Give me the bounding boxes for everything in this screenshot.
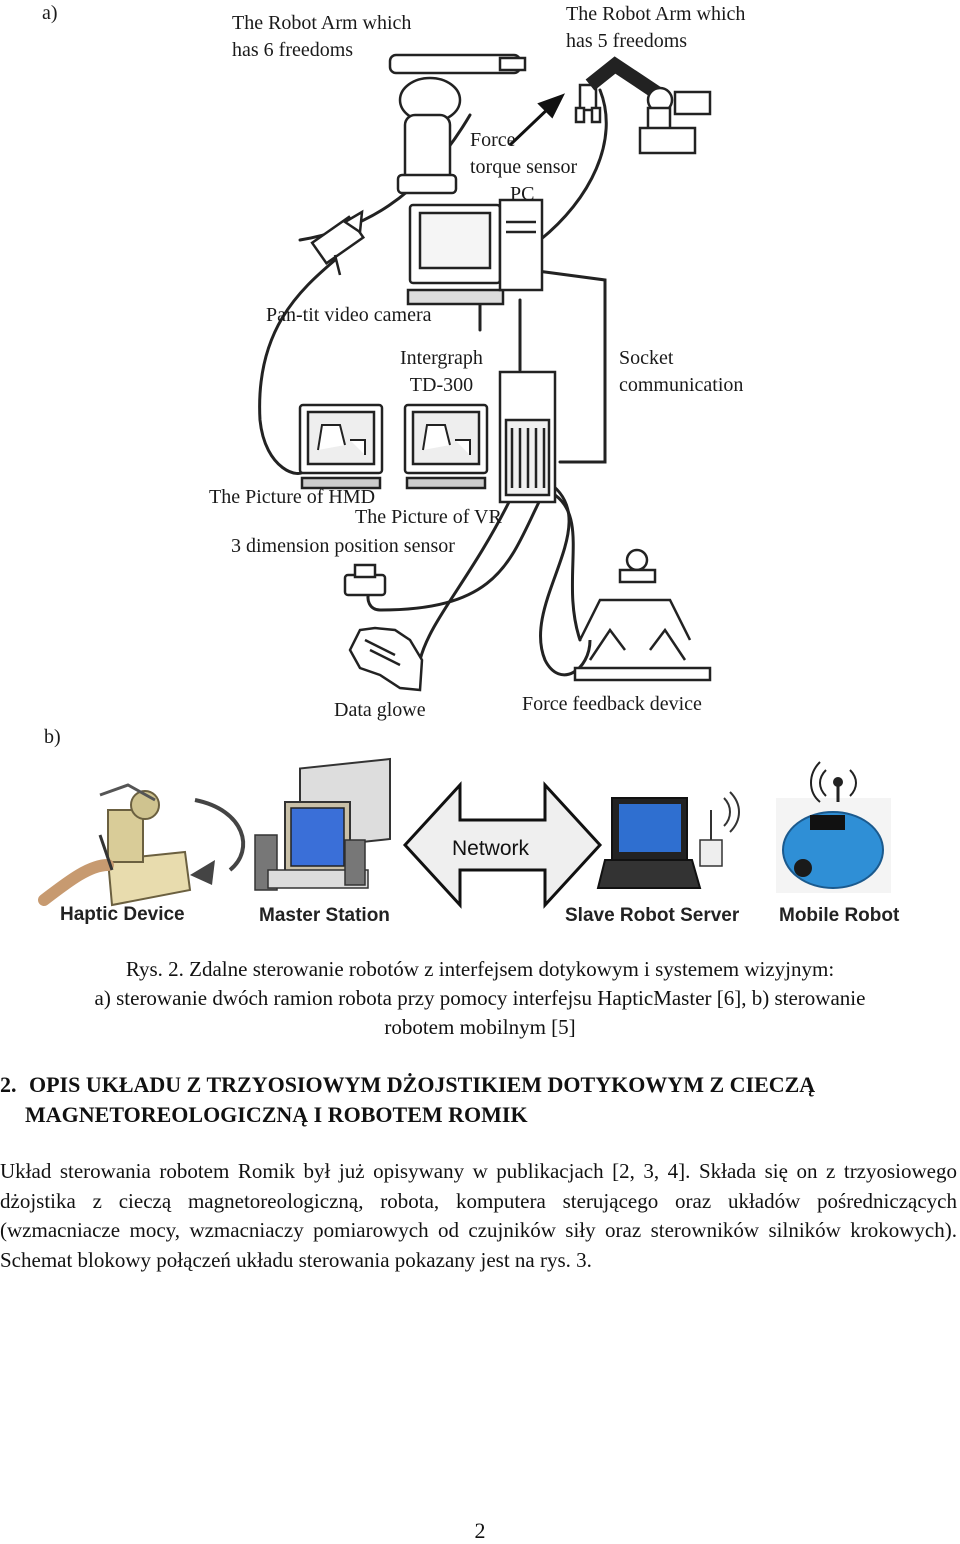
label-data-glove: Data glowe <box>334 699 426 721</box>
label-arm5-line2: has 5 freedoms <box>566 30 688 52</box>
label-socket-communication <box>619 345 743 399</box>
position-sensor-icon <box>345 565 385 595</box>
section-number: 2. <box>0 1072 17 1097</box>
data-glove-icon <box>350 628 422 690</box>
section-title <box>25 1070 960 1130</box>
caption-line-1: Rys. 2. Zdalne sterowanie robotów z interfejsem dotykowym i systemem wizyjnym: <box>125 957 835 981</box>
label-force-torque-sensor <box>470 127 577 208</box>
label-hmd: The Picture of HMD <box>209 486 376 508</box>
label-pc: PC <box>510 183 535 205</box>
label-arm-6-freedoms <box>232 10 411 64</box>
label-arm5-line1: The Robot Arm which <box>566 3 746 25</box>
force-feedback-device-icon <box>575 550 710 680</box>
label-position-sensor: 3 dimension position sensor <box>231 535 455 557</box>
label-slave-robot-server: Slave Robot Server <box>565 905 740 926</box>
label-network: Network <box>452 837 530 860</box>
label-force-line1: Force <box>470 129 516 151</box>
pc-computer-icon <box>408 200 542 304</box>
label-arm6-line1: The Robot Arm which <box>232 12 412 34</box>
panel-a-marker: a) <box>42 2 58 24</box>
vr-monitor-icon <box>405 405 487 488</box>
hmd-monitor-icon <box>300 405 382 488</box>
cable-td-force <box>540 480 590 675</box>
label-arm6-line2: has 6 freedoms <box>232 39 354 61</box>
label-mobile-robot: Mobile Robot <box>779 905 900 926</box>
caption-line-3: robotem mobilnym [5] <box>384 1015 576 1039</box>
label-intergraph-line2: TD-300 <box>409 374 474 396</box>
robot-arm-5dof-icon <box>576 65 710 153</box>
mobile-robot-icon <box>776 762 891 893</box>
label-vr: The Picture of VR <box>355 506 502 528</box>
label-arm-5-freedoms <box>566 1 745 55</box>
haptic-device-icon <box>44 785 243 905</box>
label-camera: Pan-tit video camera <box>266 304 432 326</box>
panel-b-marker: b) <box>44 726 61 748</box>
body-paragraph: Układ sterowania robotem Romik był już opisywany w publikacjach [2, 3, 4]. Składa się on z trzyosiowego dżojstika z cieczą magnetoreologiczną, robota, komputera sterującego oraz układów pośredniczących (wzmacniacze mocy, wzmacniaczy pomiarowych od czujników siły oraz sterowników silników krokowych). Schemat blokowy połączeń układu sterowania pokazany jest na rys. 3. <box>0 1159 957 1272</box>
td300-workstation-icon <box>500 372 555 502</box>
label-socket-line1: Socket <box>619 347 674 369</box>
label-intergraph-line1: Intergraph <box>400 347 483 369</box>
caption-line-2: a) sterowanie dwóch ramion robota przy pomocy interfejsu HapticMaster [6], b) sterowanie <box>94 986 866 1010</box>
panel-b-illustration <box>0 740 960 910</box>
label-force-line2: torque sensor <box>470 156 578 178</box>
section-title-line-2: MAGNETOREOLOGICZNĄ I ROBOTEM ROMIK <box>25 1102 528 1127</box>
label-force-feedback: Force feedback device <box>522 693 702 715</box>
label-socket-line2: communication <box>619 374 744 396</box>
label-intergraph <box>400 345 483 399</box>
figure-caption <box>0 955 960 1042</box>
slave-laptop-icon <box>598 792 739 888</box>
label-haptic-device: Haptic Device <box>60 904 185 925</box>
section-title-line-1: OPIS UKŁADU Z TRZYOSIOWYM DŻOJSTIKIEM DOTYKOWYM Z CIECZĄ <box>29 1072 816 1097</box>
label-master-station: Master Station <box>259 905 390 926</box>
video-camera-icon <box>312 212 363 275</box>
master-station-icon <box>255 759 390 890</box>
page-number: 2 <box>474 1518 486 1543</box>
